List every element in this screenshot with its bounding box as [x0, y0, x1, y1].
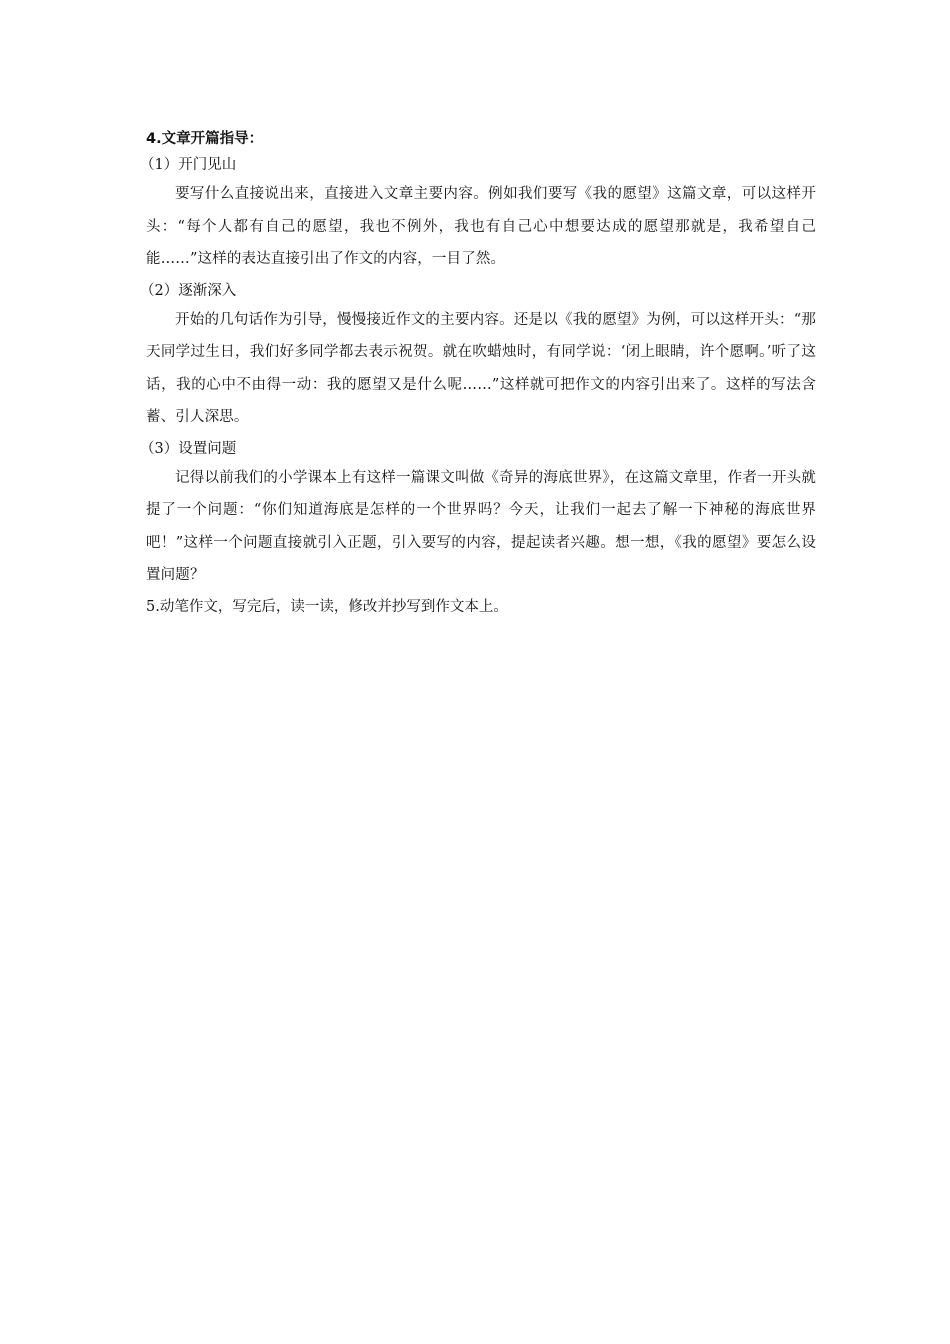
opening-method-3 — [140, 436, 816, 592]
method-2-body: 开始的几句话作为引导，慢慢接近作文的主要内容。还是以《我的愿望》为例，可以这样开头：“那天同学过生日，我们好多同学都去表示祝贺。就在吹蜡烛时，有同学说：‘闭上眼睛，许个愿啊。’听了这话，我的心中不由得一动：我的愿望又是什么呢……”这样就可把作文的内容引出来了。这样的写法含蓄、引人深思。 — [146, 311, 816, 425]
opening-method-2 — [140, 278, 816, 434]
method-2-title: （2）逐渐深入 — [140, 282, 237, 299]
section-5-step: 5.动笔作文，写完后，读一读，修改并抄写到作文本上。 — [146, 598, 508, 615]
opening-method-1 — [140, 152, 816, 276]
section-4 — [140, 126, 816, 592]
method-3-title: （3）设置问题 — [140, 440, 237, 457]
method-1-body: 要写什么直接说出来，直接进入文章主要内容。例如我们要写《我的愿望》这篇文章，可以这样开头：“每个人都有自己的愿望，我也不例外，我也有自己心中想要达成的愿望那就是，我希望自己能……”这样的表达直接引出了作文的内容，一目了然。 — [146, 186, 816, 267]
method-1-title: （1）开门见山 — [140, 157, 237, 173]
section-4-heading: 4.文章开篇指导： — [146, 131, 264, 147]
document-content — [140, 126, 816, 620]
method-3-body: 记得以前我们的小学课本上有这样一篇课文叫做《奇异的海底世界》，在这篇文章里，作者一开头就提了一个问题：“你们知道海底是怎样的一个世界吗？今天，让我们一起去了解一下神秘的海底世界吧！”这样一个问题直接就引入正题，引入要写的内容，提起读者兴趣。想一想，《我的愿望》要怎么设置问题？ — [146, 469, 816, 583]
